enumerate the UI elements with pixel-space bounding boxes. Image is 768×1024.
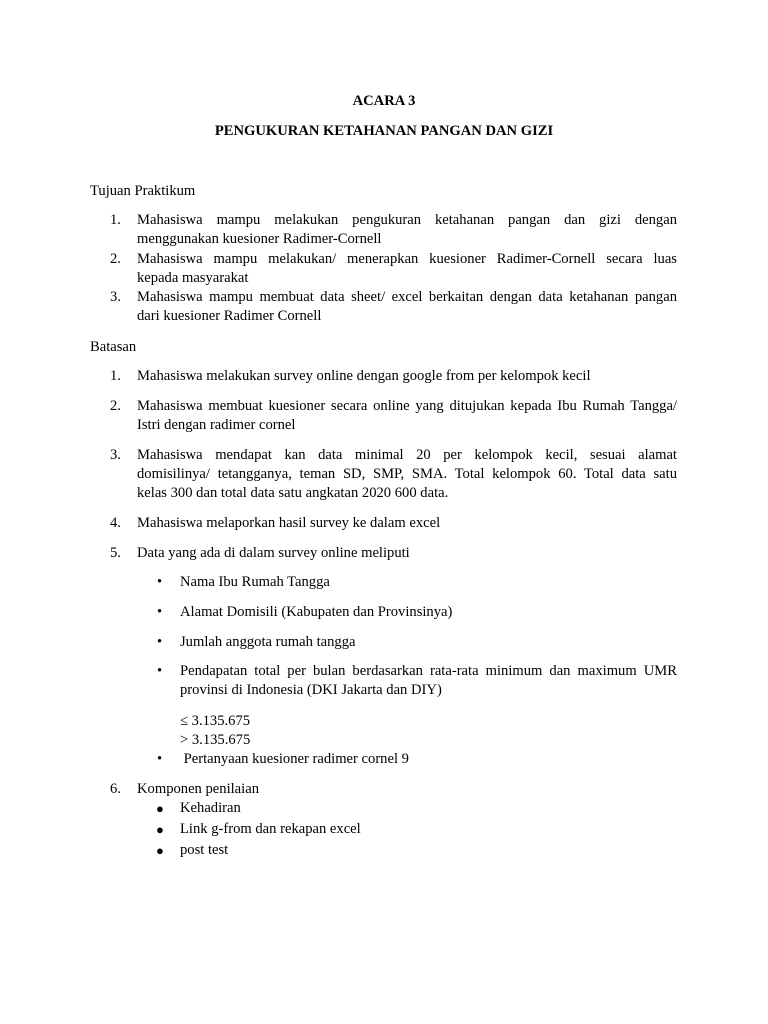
bullet-icon: • — [157, 751, 163, 767]
item-number: 3. — [110, 289, 121, 305]
bullet-text: Pertanyaan kuesioner radimer cornel 9 — [180, 751, 409, 767]
income-range-1: ≤ 3.135.675 — [180, 713, 251, 729]
item-text-line: kepada masyarakat — [137, 270, 249, 286]
item-text-line: Mahasiswa mampu melakukan pengukuran ketahanan pangan dan gizi dengan — [137, 212, 677, 228]
tujuan-item-2 — [110, 250, 677, 288]
bullet-icon: • — [157, 574, 163, 590]
income-range-2: > 3.135.675 — [180, 732, 251, 748]
bullet-text: Kehadiran — [180, 800, 241, 816]
batasan-item-4 — [110, 514, 677, 533]
item-text-line: Komponen penilaian — [137, 781, 259, 797]
batasan-heading: Batasan — [90, 339, 137, 355]
page-subtitle: PENGUKURAN KETAHANAN PANGAN DAN GIZI — [214, 123, 554, 139]
item-text-line: Istri dengan radimer cornel — [137, 417, 296, 433]
batasan-item-6 — [110, 780, 677, 799]
data-bullet-2 — [157, 603, 677, 622]
bullet-text: Alamat Domisili (Kabupaten dan Provinsinya) — [180, 604, 453, 620]
data-bullet-1 — [157, 573, 677, 592]
item-text-line: Mahasiswa melaporkan hasil survey ke dalam excel — [137, 515, 441, 531]
tujuan-heading: Tujuan Praktikum — [90, 183, 196, 199]
item-number: 4. — [110, 515, 121, 531]
tujuan-item-3 — [110, 288, 677, 326]
page-title: ACARA 3 — [352, 93, 416, 109]
item-text-line: dari kuesioner Radimer Cornell — [137, 308, 322, 324]
bullet-icon: • — [157, 634, 163, 650]
item-text-line: menggunakan kuesioner Radimer-Cornell — [137, 231, 382, 247]
item-text-line: Mahasiswa mampu membuat data sheet/ excel berkaitan dengan data ketahanan pangan — [137, 289, 677, 305]
bullet-icon: • — [157, 663, 163, 679]
item-number: 2. — [110, 251, 121, 267]
item-number: 5. — [110, 545, 121, 561]
item-number: 1. — [110, 368, 121, 384]
bullet-text: Jumlah anggota rumah tangga — [180, 634, 356, 650]
bullet-icon: ● — [156, 843, 164, 858]
item-text-line: Mahasiswa mampu melakukan/ menerapkan kuesioner Radimer-Cornell secara luas — [137, 251, 677, 267]
tujuan-item-1 — [110, 211, 677, 249]
bullet-icon: ● — [156, 822, 164, 837]
item-number: 1. — [110, 212, 121, 228]
bullet-text: post test — [180, 842, 229, 858]
bullet-text-line: provinsi di Indonesia (DKI Jakarta dan DIY) — [180, 682, 442, 698]
batasan-item-3 — [110, 446, 677, 503]
batasan-item-2 — [110, 397, 677, 435]
item-text-line: Mahasiswa membuat kuesioner secara online yang ditujukan kepada Ibu Rumah Tangga/ — [137, 398, 677, 414]
item-text-line: Mahasiswa mendapat kan data minimal 20 per kelompok kecil, sesuai alamat — [137, 447, 677, 463]
item-number: 2. — [110, 398, 121, 414]
data-bullet-4 — [157, 662, 677, 700]
item-number: 3. — [110, 447, 121, 463]
bullet-text: Link g-from dan rekapan excel — [180, 821, 361, 837]
item-text-line: Data yang ada di dalam survey online meliputi — [137, 545, 410, 561]
komponen-bullet-1 — [156, 799, 241, 818]
komponen-bullet-2 — [156, 820, 361, 839]
bullet-icon: ● — [156, 801, 164, 816]
item-number: 6. — [110, 781, 121, 797]
komponen-bullet-3 — [156, 841, 229, 860]
data-bullet-5 — [157, 750, 677, 769]
data-bullet-3 — [157, 633, 677, 652]
item-text-line: kelas 300 dan total data satu angkatan 2020 600 data. — [137, 485, 449, 501]
bullet-icon: • — [157, 604, 163, 620]
bullet-text: Nama Ibu Rumah Tangga — [180, 574, 330, 590]
batasan-item-1 — [110, 367, 677, 386]
bullet-text-line: Pendapatan total per bulan berdasarkan rata-rata minimum dan maximum UMR — [180, 663, 677, 679]
item-text-line: Mahasiswa melakukan survey online dengan google from per kelompok kecil — [137, 368, 591, 384]
batasan-item-5 — [110, 544, 677, 563]
item-text-line: domisilinya/ tetangganya, teman SD, SMP, SMA. Total kelompok 60. Total data satu — [137, 466, 677, 482]
